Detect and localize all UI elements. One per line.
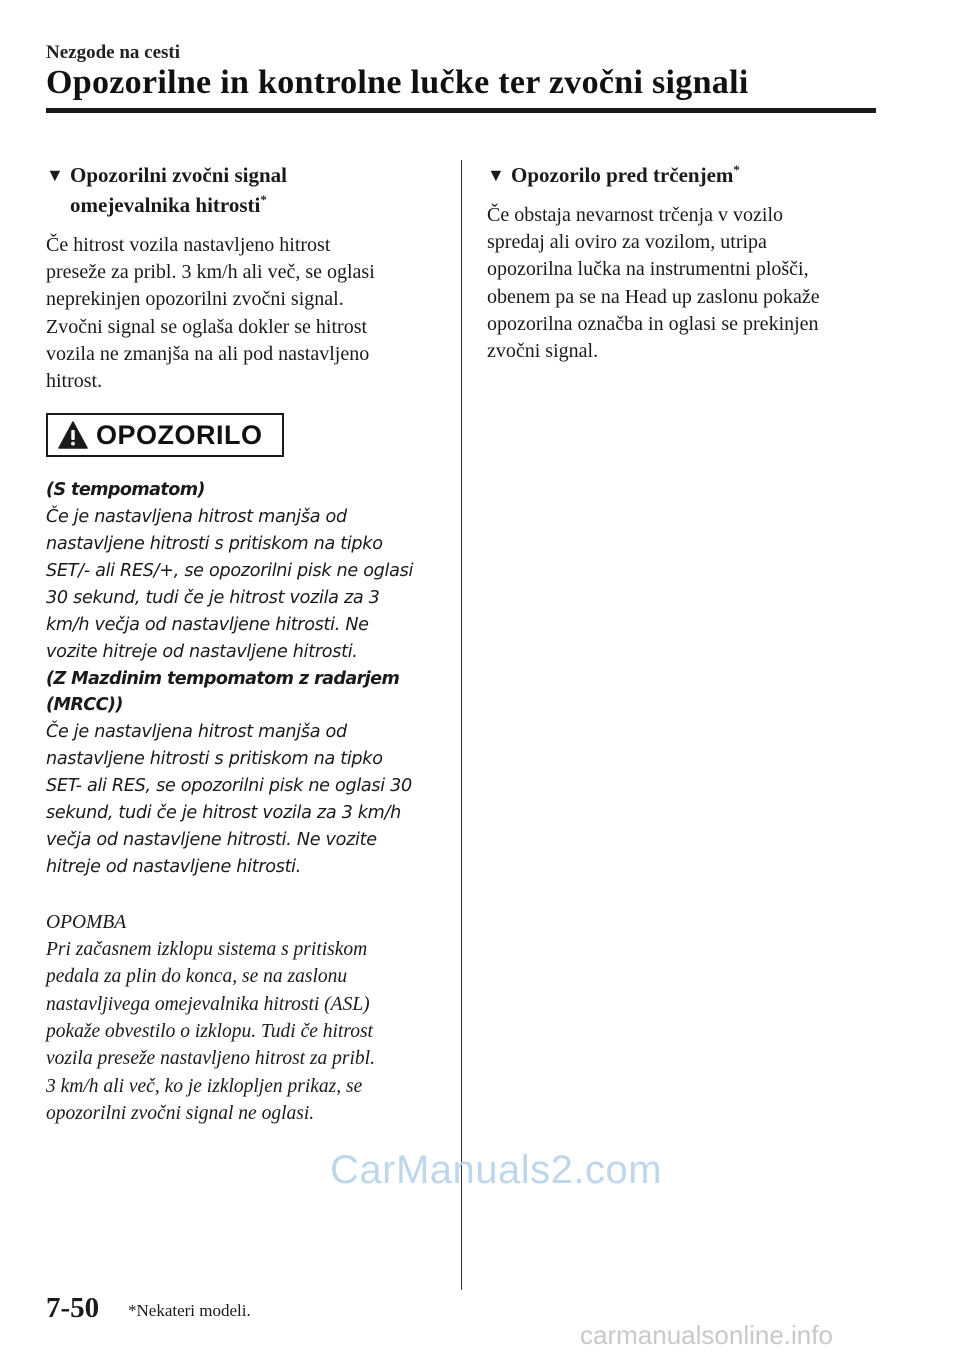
heading-line-1: Opozorilni zvočni signal — [70, 163, 288, 187]
page-title: Opozorilne in kontrolne lučke ter zvočni signali — [46, 64, 749, 101]
note-line: vozila preseže nastavljeno hitrost za pribl. — [46, 1048, 375, 1070]
warning-line: SET/- ali RES/+, se opozorilni pisk ne oglasi — [46, 560, 414, 581]
warning-subheading-line: (MRCC)) — [46, 695, 123, 716]
section-heading-speed-limiter — [46, 160, 436, 220]
site-footer: carmanualsonline.info — [580, 1320, 833, 1350]
warning-line: sekund, tudi če je hitrost vozila za 3 km/h — [46, 803, 401, 824]
note-title: OPOMBA — [46, 911, 127, 933]
body-line: Zvočni signal se oglaša dokler se hitrost — [46, 315, 368, 338]
note-line: Pri začasnem izklopu sistema s pritiskom — [46, 939, 368, 961]
right-column — [487, 160, 877, 365]
body-line: vozila ne zmanjša na ali pod nastavljeno — [46, 342, 370, 365]
warning-line: Če je nastavljena hitrost manjša od — [46, 507, 347, 528]
warning-line: hitreje od nastavljene hitrosti. — [46, 856, 302, 877]
warning-line: vozite hitreje od nastavljene hitrosti. — [46, 641, 358, 662]
body-line: opozorilna označba in oglasi se prekinjen — [487, 312, 819, 335]
section-heading-collision — [487, 160, 877, 190]
note-line: pokaže obvestilo o izklopu. Tudi če hitrost — [46, 1021, 373, 1042]
body-line: preseže za pribl. 3 km/h ali več, se oglasi — [46, 261, 375, 284]
breadcrumb: Nezgode na cesti — [46, 42, 181, 63]
warning-line: SET- ali RES, se opozorilni pisk ne oglasi 30 — [46, 776, 412, 797]
warning-subheading-cruise: (S tempomatom) — [46, 480, 205, 501]
warning-line: km/h večja od nastavljene hitrosti. Ne — [46, 614, 369, 635]
watermark: CarManuals2.com — [330, 1148, 663, 1192]
warning-subheading-mrcc — [46, 666, 436, 720]
note-line: opozorilni zvočni signal ne oglasi. — [46, 1102, 315, 1124]
asterisk: * — [260, 192, 267, 207]
warning-line: večja od nastavljene hitrosti. Ne vozite — [46, 830, 377, 850]
left-column — [46, 160, 436, 1127]
warning-text-cruise — [46, 504, 436, 665]
body-line: obenem pa se na Head up zaslonu pokaže — [487, 285, 820, 308]
section-body — [487, 202, 877, 365]
body-line: hitrost. — [46, 370, 103, 393]
body-line: neprekinjen opozorilni zvočni signal. — [46, 288, 344, 311]
body-line: opozorilna lučka na instrumentni plošči, — [487, 258, 809, 281]
section-body — [46, 232, 436, 395]
title-rule — [46, 108, 876, 113]
body-line: zvočni signal. — [487, 340, 599, 363]
asterisk: * — [733, 162, 740, 177]
column-divider — [461, 160, 462, 1290]
warning-line: nastavljene hitrosti s pritiskom na tipko — [46, 749, 383, 770]
note — [46, 909, 436, 1127]
warning-subheading-line: (Z Mazdinim tempomatom z radarjem — [46, 668, 400, 689]
warning-line: Če je nastavljena hitrost manjša od — [46, 722, 347, 743]
warning-line: nastavljene hitrosti s pritiskom na tipko — [46, 534, 383, 555]
warning-triangle-icon — [58, 421, 88, 449]
warning-line: 30 sekund, tudi če je hitrost vozila za 3 — [46, 587, 380, 608]
warning-label: OPOZORILO — [96, 419, 263, 450]
note-line: 3 km/h ali več, ko je izklopljen prikaz, se — [46, 1075, 363, 1097]
heading-text — [511, 160, 740, 190]
heading-text — [70, 160, 287, 220]
note-line: pedala za plin do konca, se na zaslonu — [46, 966, 348, 988]
footnote: *Nekateri modeli. — [128, 1301, 251, 1320]
warning-content — [46, 477, 436, 881]
triangle-down-icon: ▼ — [46, 165, 64, 185]
page-number: 7-50 — [46, 1292, 100, 1324]
heading-line-2: omejevalnika hitrosti — [70, 193, 261, 217]
note-line: nastavljivega omejevalnika hitrosti (ASL) — [46, 993, 370, 1015]
body-line: spredaj ali oviro za vozilom, utripa — [487, 231, 767, 254]
body-line: Če hitrost vozila nastavljeno hitrost — [46, 234, 331, 256]
warning-text-mrcc — [46, 719, 436, 880]
triangle-down-icon: ▼ — [487, 165, 505, 185]
heading-line: Opozorilo pred trčenjem — [511, 163, 734, 187]
warning-box — [46, 413, 284, 457]
body-line: Če obstaja nevarnost trčenja v vozilo — [487, 204, 784, 226]
